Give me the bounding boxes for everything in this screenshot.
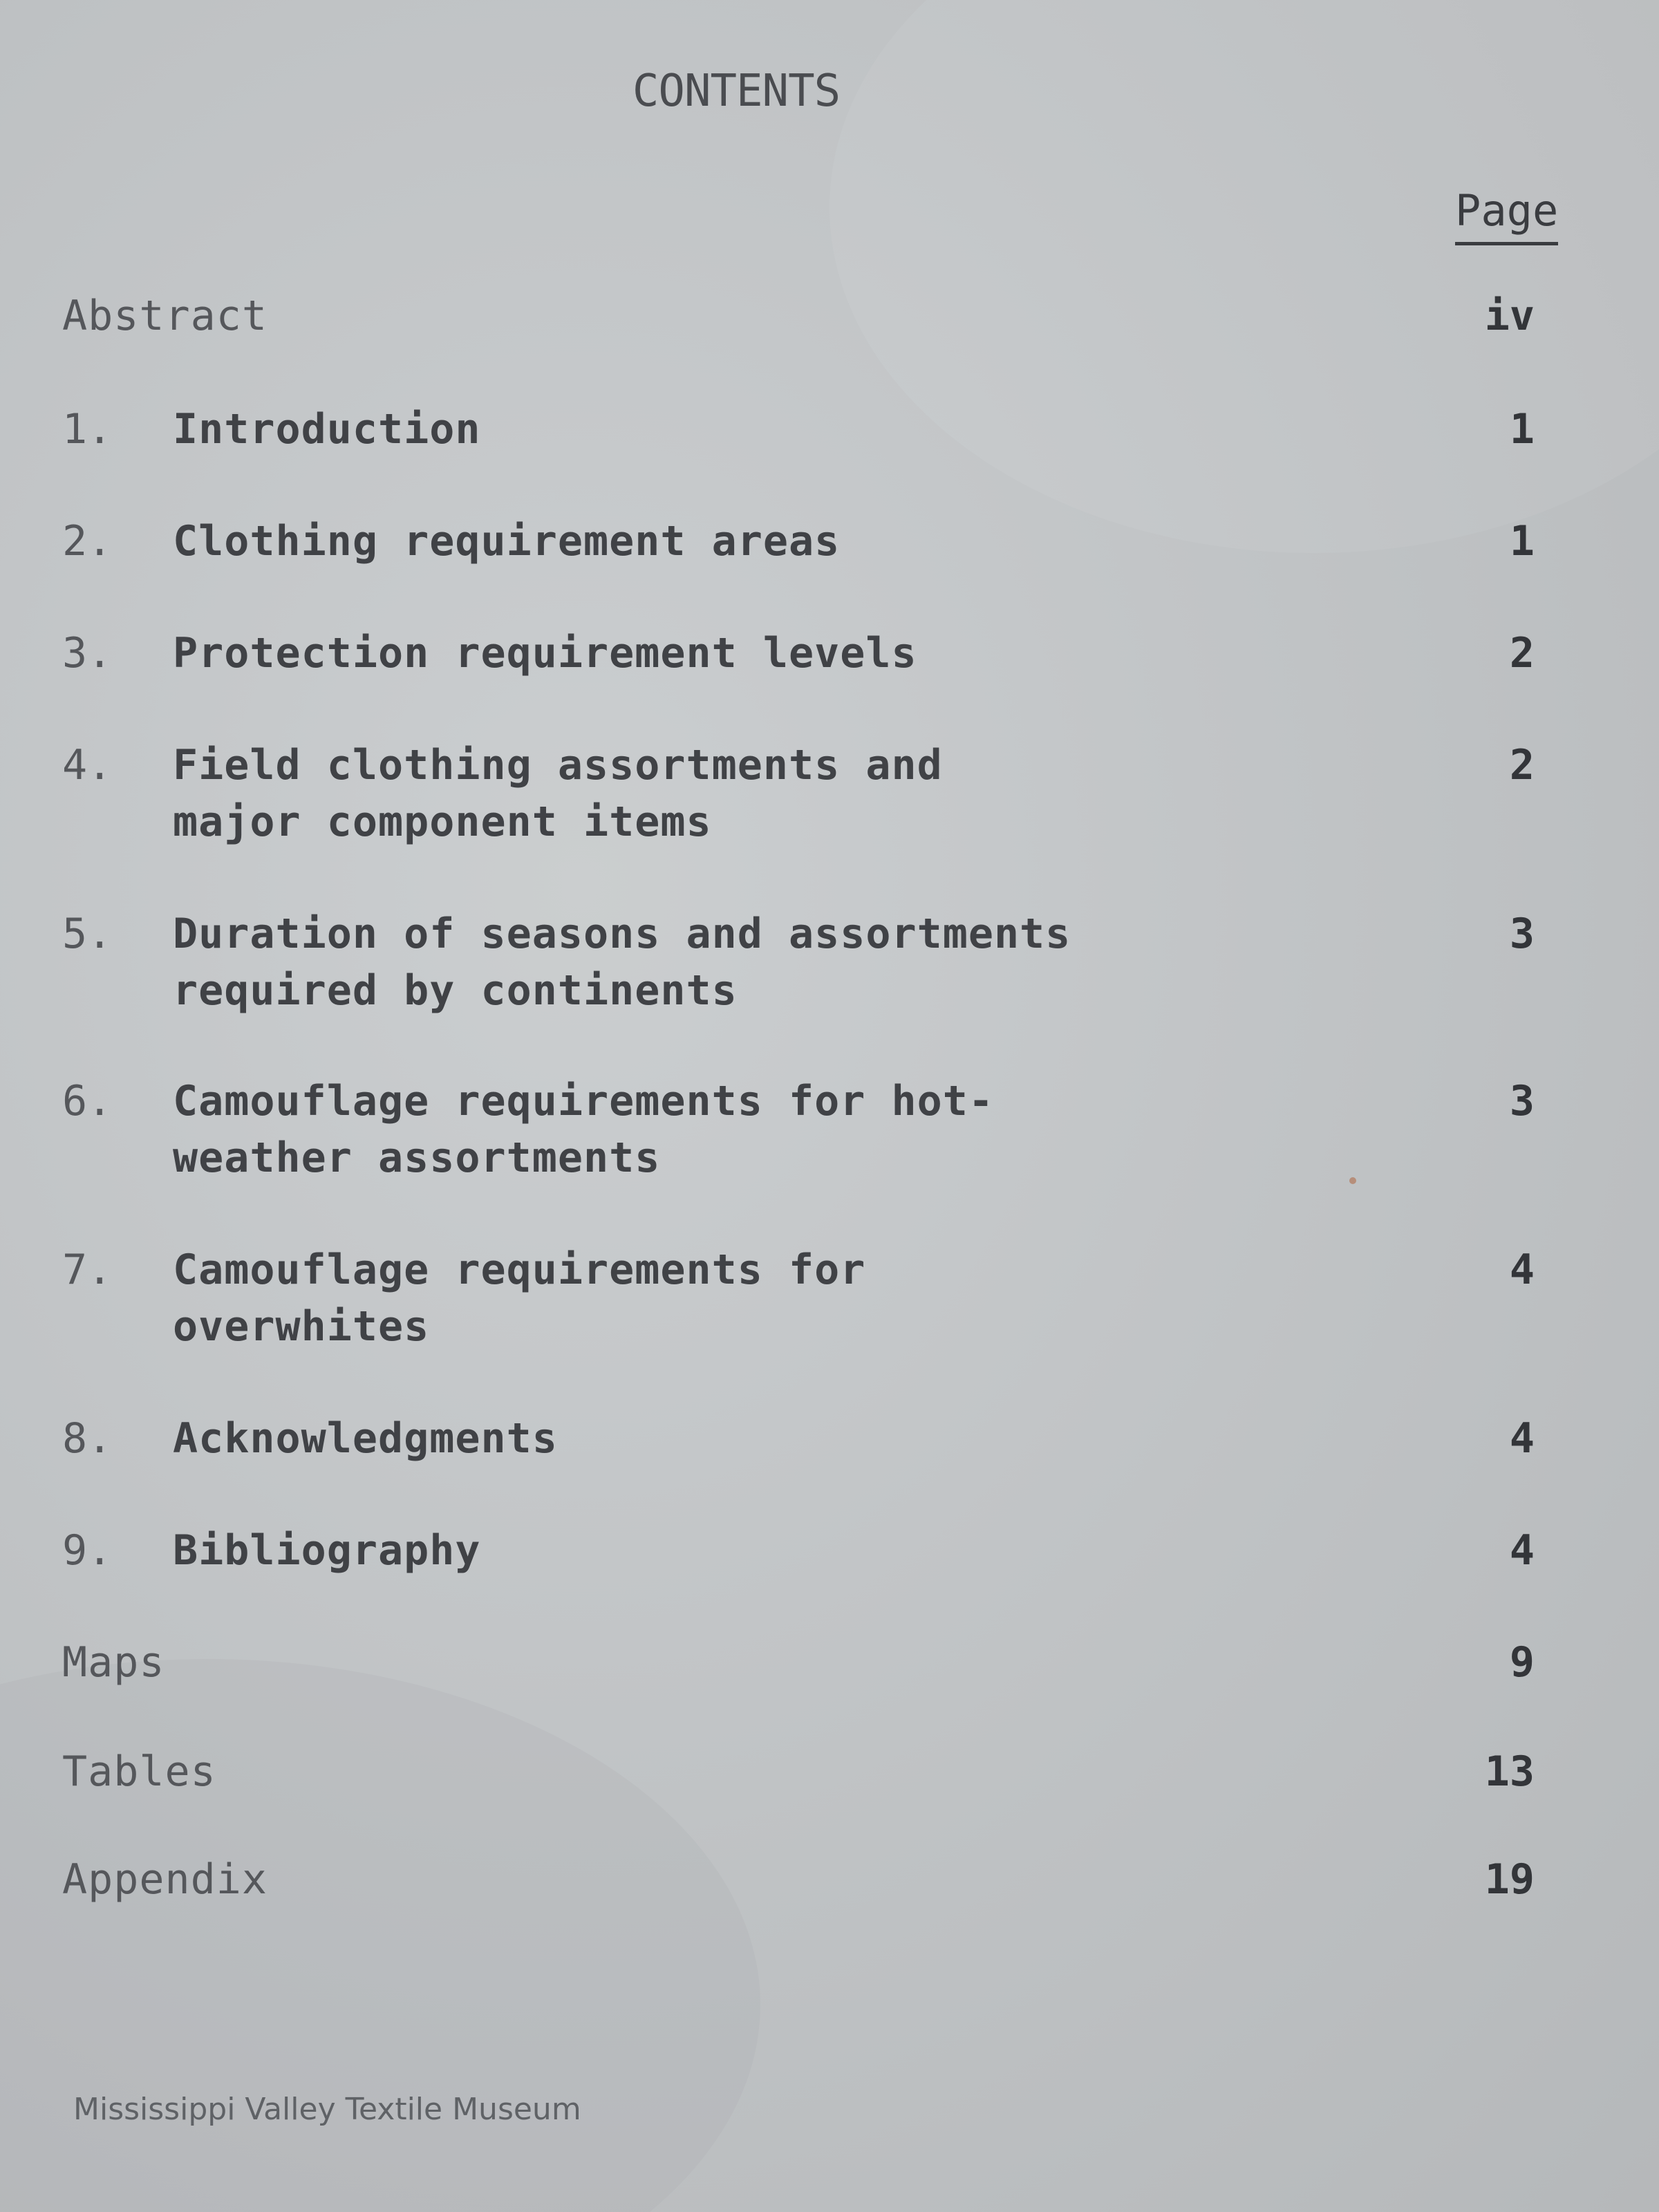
toc-entry-text: Introduction: [173, 405, 481, 453]
toc-entry-number: 6.: [62, 1077, 113, 1125]
toc-entry-number: 8.: [62, 1414, 113, 1463]
toc-entry-text: Maps: [62, 1638, 165, 1687]
toc-entry-number: 2.: [62, 517, 113, 565]
toc-entry-page: 3: [1509, 910, 1535, 958]
watermark: Mississippi Valley Textile Museum: [73, 2092, 581, 2127]
toc-entry-text: Protection requirement levels: [173, 629, 917, 677]
toc-entry-number: 1.: [62, 405, 113, 453]
toc-entry-number: 7.: [62, 1246, 113, 1294]
toc-entry-text: Appendix: [62, 1855, 268, 1904]
toc-entry-page: 2: [1509, 629, 1535, 677]
toc-entry-page: 4: [1509, 1526, 1535, 1575]
toc-entry-page: 3: [1509, 1077, 1535, 1125]
toc-entry-page: iv: [1484, 292, 1535, 340]
toc-entry-number: 3.: [62, 629, 113, 677]
toc-entry-text: Duration of seasons and assortments required by continents: [173, 910, 1071, 1015]
page-title: CONTENTS: [632, 66, 841, 117]
toc-entry-text: Tables: [62, 1747, 216, 1796]
toc-entry-page: 4: [1509, 1246, 1535, 1294]
toc-entry-text: Abstract: [62, 292, 268, 340]
toc-entry-text: Bibliography: [173, 1526, 481, 1575]
toc-entry-page: 1: [1509, 517, 1535, 565]
toc-entry-page: 4: [1509, 1414, 1535, 1463]
toc-entry-page: 13: [1484, 1747, 1535, 1796]
toc-entry-page: 19: [1484, 1855, 1535, 1904]
toc-entry-number: 4.: [62, 741, 113, 789]
toc-entry-page: 9: [1509, 1638, 1535, 1687]
toc-entry-text: Camouflage requirements for overwhites: [173, 1246, 866, 1351]
toc-entry-text: Acknowledgments: [173, 1414, 558, 1463]
toc-entry-text: Field clothing assortments and major component items: [173, 741, 943, 846]
toc-entry-text: Clothing requirement areas: [173, 517, 841, 565]
page-column-heading: Page: [1455, 181, 1558, 245]
toc-entry-number: 5.: [62, 910, 113, 958]
toc-entry-text: Camouflage requirements for hot- weather assortments: [173, 1077, 994, 1182]
toc-entry-number: 9.: [62, 1526, 113, 1575]
toc-entry-page: 1: [1509, 405, 1535, 453]
toc-entry-page: 2: [1509, 741, 1535, 789]
